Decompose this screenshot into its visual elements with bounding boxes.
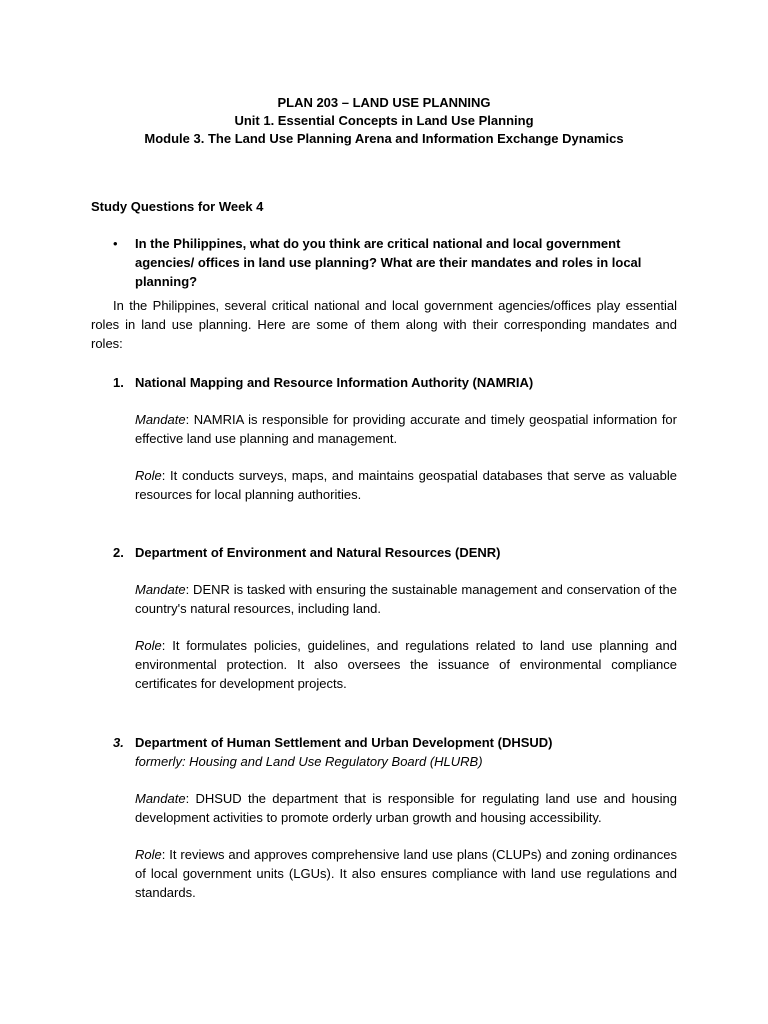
item-number: 2.	[113, 545, 124, 560]
role-paragraph	[135, 636, 677, 693]
mandate-text: : DHSUD the department that is responsible for regulating land use and housing development activities to promote orderly urban growth and housing accessibility.	[135, 791, 677, 825]
document-header	[0, 94, 768, 148]
study-question	[91, 234, 681, 291]
item-number: 3.	[113, 735, 124, 750]
role-text: : It conducts surveys, maps, and maintains geospatial databases that serve as valuable resources for local planning authorities.	[135, 468, 677, 502]
study-questions-heading: Study Questions for Week 4	[91, 199, 264, 214]
bullet-icon: •	[113, 236, 118, 251]
mandate-label: Mandate	[135, 791, 186, 806]
agency-heading: National Mapping and Resource Information Authority (NAMRIA)	[135, 375, 534, 390]
mandate-paragraph	[135, 580, 677, 618]
intro-paragraph: In the Philippines, several critical national and local government agencies/offices play essential roles in land use planning. Here are some of them along with their corresponding mandates and roles:	[91, 298, 677, 351]
mandate-text: : NAMRIA is responsible for providing accurate and timely geospatial information for effective land use planning and management.	[135, 412, 677, 446]
mandate-paragraph	[135, 789, 677, 827]
agency-former-name: formerly: Housing and Land Use Regulatory Board (HLURB)	[135, 754, 483, 769]
role-label: Role	[135, 847, 162, 862]
agency-item-denr	[91, 543, 681, 693]
role-label: Role	[135, 468, 162, 483]
module-title: Module 3. The Land Use Planning Arena and Information Exchange Dynamics	[144, 131, 624, 146]
role-text: : It reviews and approves comprehensive land use plans (CLUPs) and zoning ordinances of local government units (LGUs). It also ensures compliance with land use regulations and standards.	[135, 847, 677, 900]
agency-heading: Department of Environment and Natural Resources (DENR)	[135, 545, 501, 560]
study-question-text: In the Philippines, what do you think are critical national and local government agencies/ offices in land use planning? What are their mandates and roles in local planning?	[135, 236, 642, 289]
role-text: : It formulates policies, guidelines, and regulations related to land use planning and environmental protection. It also oversees the issuance of environmental compliance certificates for development projects.	[135, 638, 677, 691]
mandate-paragraph	[135, 410, 677, 448]
mandate-label: Mandate	[135, 412, 186, 427]
agency-heading: Department of Human Settlement and Urban Development (DHSUD)	[135, 735, 553, 750]
unit-title: Unit 1. Essential Concepts in Land Use Planning	[234, 113, 534, 128]
role-label: Role	[135, 638, 162, 653]
agency-item-namria	[91, 373, 681, 504]
mandate-label: Mandate	[135, 582, 186, 597]
agency-item-dhsud	[91, 733, 681, 902]
role-paragraph	[135, 845, 677, 902]
item-number: 1.	[113, 375, 124, 390]
role-paragraph	[135, 466, 677, 504]
course-title: PLAN 203 – LAND USE PLANNING	[277, 95, 491, 110]
mandate-text: : DENR is tasked with ensuring the sustainable management and conservation of the country's natural resources, including land.	[135, 582, 677, 616]
